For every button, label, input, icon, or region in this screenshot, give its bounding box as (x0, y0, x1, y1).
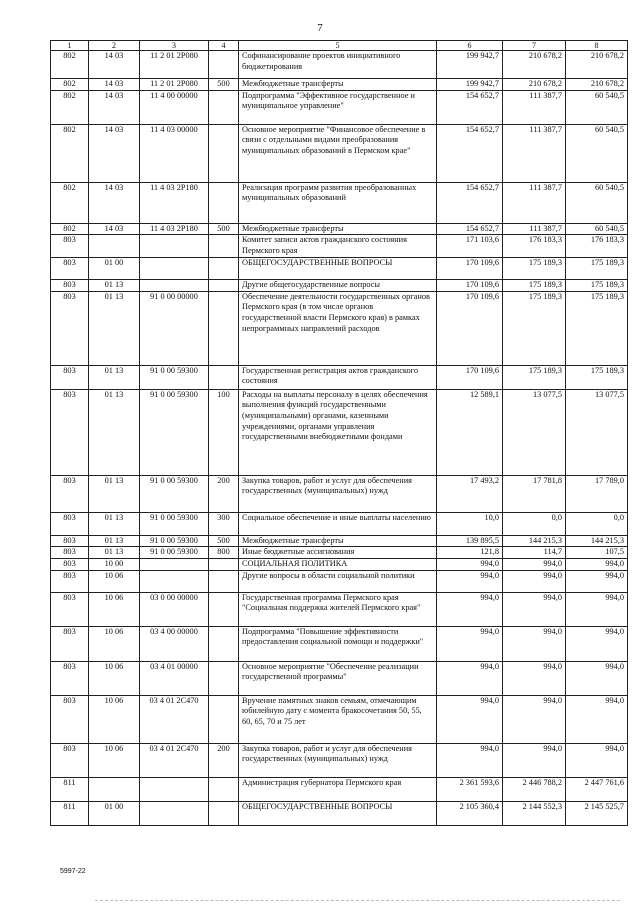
subsection-code: 01 13 (89, 475, 140, 512)
column-header: 1 (51, 41, 89, 51)
amount-year-2: 994,0 (503, 559, 566, 571)
column-number-row (51, 41, 628, 51)
subsection-code: 01 00 (89, 258, 140, 280)
table-row (51, 695, 628, 743)
amount-year-3: 176 183,3 (566, 235, 628, 258)
subsection-code: 14 03 (89, 124, 140, 182)
section-code: 803 (51, 592, 89, 626)
amount-year-3: 994,0 (566, 626, 628, 661)
table-row (51, 51, 628, 79)
expense-type-code (209, 182, 239, 223)
subsection-code: 14 03 (89, 79, 140, 91)
amount-year-2: 994,0 (503, 695, 566, 743)
expense-type-code (209, 570, 239, 592)
target-item-code: 11 2 01 2Р080 (140, 79, 209, 91)
table-row (51, 512, 628, 535)
target-item-code (140, 235, 209, 258)
amount-year-1: 12 589,1 (437, 389, 503, 475)
amount-year-2: 111 387,7 (503, 90, 566, 124)
expense-type-code (209, 777, 239, 801)
section-code: 803 (51, 535, 89, 547)
amount-year-1: 154 652,7 (437, 223, 503, 235)
section-code: 803 (51, 258, 89, 280)
subsection-code: 01 13 (89, 365, 140, 389)
target-item-code: 11 4 00 00000 (140, 90, 209, 124)
description-cell: Межбюджетные трансферты (239, 79, 437, 91)
target-item-code (140, 559, 209, 571)
expense-type-code (209, 280, 239, 292)
description-cell: Основное мероприятие "Обеспечение реализации государственной программы" (239, 661, 437, 695)
amount-year-2: 175 189,3 (503, 291, 566, 365)
subsection-code (89, 777, 140, 801)
description-cell: Иные бюджетные ассигнования (239, 547, 437, 559)
column-header: 8 (566, 41, 628, 51)
amount-year-3: 60 540,5 (566, 90, 628, 124)
amount-year-1: 170 109,6 (437, 365, 503, 389)
amount-year-1: 994,0 (437, 592, 503, 626)
amount-year-1: 199 942,7 (437, 79, 503, 91)
description-cell: Вручение памятных знаков семьям, отмечающим юбилейную дату с момента бракосочетания 50, 55, 60, 65, 70 и 75 лет (239, 695, 437, 743)
subsection-code: 01 13 (89, 280, 140, 292)
table-row (51, 79, 628, 91)
amount-year-1: 994,0 (437, 626, 503, 661)
subsection-code: 10 00 (89, 559, 140, 571)
section-code: 803 (51, 559, 89, 571)
description-cell: Обеспечение деятельности государственных органов Пермского края (в том числе органов государственной власти Пермского края) в рамках непрограммных направлений расходов (239, 291, 437, 365)
expense-type-code (209, 291, 239, 365)
footer-divider (95, 900, 620, 901)
amount-year-1: 994,0 (437, 661, 503, 695)
subsection-code: 01 13 (89, 547, 140, 559)
target-item-code: 11 2 01 2Р080 (140, 51, 209, 79)
amount-year-2: 994,0 (503, 570, 566, 592)
expense-type-code: 300 (209, 512, 239, 535)
column-header: 6 (437, 41, 503, 51)
column-header: 5 (239, 41, 437, 51)
amount-year-1: 17 493,2 (437, 475, 503, 512)
budget-table (50, 40, 628, 826)
section-code: 802 (51, 51, 89, 79)
amount-year-2: 17 781,8 (503, 475, 566, 512)
amount-year-3: 60 540,5 (566, 182, 628, 223)
expense-type-code (209, 661, 239, 695)
subsection-code: 01 00 (89, 801, 140, 825)
expense-type-code: 200 (209, 475, 239, 512)
section-code: 803 (51, 512, 89, 535)
description-cell: Комитет записи актов гражданского состояния Пермского края (239, 235, 437, 258)
table-row (51, 592, 628, 626)
amount-year-3: 13 077,5 (566, 389, 628, 475)
section-code: 803 (51, 365, 89, 389)
table-row (51, 570, 628, 592)
section-code: 803 (51, 547, 89, 559)
amount-year-3: 994,0 (566, 743, 628, 777)
target-item-code: 03 4 01 2С470 (140, 695, 209, 743)
subsection-code: 01 13 (89, 535, 140, 547)
amount-year-2: 2 446 788,2 (503, 777, 566, 801)
subsection-code (89, 235, 140, 258)
subsection-code: 14 03 (89, 90, 140, 124)
target-item-code: 03 4 01 00000 (140, 661, 209, 695)
subsection-code: 01 13 (89, 512, 140, 535)
amount-year-2: 175 189,3 (503, 258, 566, 280)
description-cell: Социальное обеспечение и иные выплаты населению (239, 512, 437, 535)
amount-year-1: 2 105 360,4 (437, 801, 503, 825)
table-row (51, 801, 628, 825)
amount-year-1: 994,0 (437, 743, 503, 777)
amount-year-3: 175 189,3 (566, 291, 628, 365)
amount-year-3: 60 540,5 (566, 223, 628, 235)
description-cell: Подпрограмма "Эффективное государственное и муниципальное управление" (239, 90, 437, 124)
expense-type-code (209, 801, 239, 825)
table-row (51, 475, 628, 512)
amount-year-3: 175 189,3 (566, 258, 628, 280)
section-code: 811 (51, 801, 89, 825)
target-item-code: 91 0 00 59300 (140, 547, 209, 559)
amount-year-2: 114,7 (503, 547, 566, 559)
table-row (51, 626, 628, 661)
section-code: 802 (51, 124, 89, 182)
table-row (51, 280, 628, 292)
amount-year-3: 60 540,5 (566, 124, 628, 182)
table-row (51, 535, 628, 547)
description-cell: Другие общегосударственные вопросы (239, 280, 437, 292)
expense-type-code: 500 (209, 79, 239, 91)
table-row (51, 182, 628, 223)
amount-year-2: 175 189,3 (503, 365, 566, 389)
amount-year-3: 0,0 (566, 512, 628, 535)
amount-year-3: 994,0 (566, 570, 628, 592)
target-item-code: 91 0 00 59300 (140, 535, 209, 547)
target-item-code: 03 0 00 00000 (140, 592, 209, 626)
column-header: 2 (89, 41, 140, 51)
section-code: 803 (51, 661, 89, 695)
table-row (51, 559, 628, 571)
table-row (51, 661, 628, 695)
amount-year-2: 176 183,3 (503, 235, 566, 258)
target-item-code (140, 258, 209, 280)
amount-year-1: 199 942,7 (437, 51, 503, 79)
section-code: 803 (51, 475, 89, 512)
section-code: 802 (51, 79, 89, 91)
amount-year-3: 2 145 525,7 (566, 801, 628, 825)
subsection-code: 14 03 (89, 182, 140, 223)
amount-year-2: 994,0 (503, 743, 566, 777)
amount-year-3: 210 678,2 (566, 51, 628, 79)
section-code: 802 (51, 182, 89, 223)
table-row (51, 389, 628, 475)
target-item-code: 91 0 00 00000 (140, 291, 209, 365)
subsection-code: 10 06 (89, 661, 140, 695)
description-cell: ОБЩЕГОСУДАРСТВЕННЫЕ ВОПРОСЫ (239, 801, 437, 825)
description-cell: ОБЩЕГОСУДАРСТВЕННЫЕ ВОПРОСЫ (239, 258, 437, 280)
expense-type-code: 500 (209, 535, 239, 547)
description-cell: Администрация губернатора Пермского края (239, 777, 437, 801)
amount-year-1: 171 103,6 (437, 235, 503, 258)
description-cell: Государственная программа Пермского края "Социальная поддержка жителей Пермского края" (239, 592, 437, 626)
subsection-code: 10 06 (89, 592, 140, 626)
subsection-code: 01 13 (89, 291, 140, 365)
section-code: 811 (51, 777, 89, 801)
subsection-code: 01 13 (89, 389, 140, 475)
amount-year-2: 210 678,2 (503, 51, 566, 79)
target-item-code: 11 4 03 00000 (140, 124, 209, 182)
amount-year-3: 175 189,3 (566, 365, 628, 389)
amount-year-1: 121,8 (437, 547, 503, 559)
table-row (51, 258, 628, 280)
description-cell: Расходы на выплаты персоналу в целях обеспечения выполнения функций государственными (муниципальными) органами, казенными учреждениями, органами управления государственными внебюджетными фондами (239, 389, 437, 475)
table-row (51, 223, 628, 235)
expense-type-code: 800 (209, 547, 239, 559)
amount-year-1: 994,0 (437, 570, 503, 592)
section-code: 802 (51, 223, 89, 235)
table-body (51, 51, 628, 826)
description-cell: Софинансирование проектов инициативного бюджетирования (239, 51, 437, 79)
subsection-code: 10 06 (89, 743, 140, 777)
expense-type-code (209, 365, 239, 389)
expense-type-code: 200 (209, 743, 239, 777)
target-item-code (140, 570, 209, 592)
amount-year-1: 994,0 (437, 559, 503, 571)
target-item-code: 91 0 00 59300 (140, 512, 209, 535)
amount-year-3: 994,0 (566, 559, 628, 571)
expense-type-code (209, 235, 239, 258)
column-header: 3 (140, 41, 209, 51)
amount-year-1: 154 652,7 (437, 182, 503, 223)
amount-year-3: 210 678,2 (566, 79, 628, 91)
amount-year-2: 994,0 (503, 661, 566, 695)
amount-year-1: 170 109,6 (437, 258, 503, 280)
subsection-code: 14 03 (89, 223, 140, 235)
table-row (51, 124, 628, 182)
table-row (51, 547, 628, 559)
expense-type-code (209, 626, 239, 661)
section-code: 803 (51, 570, 89, 592)
table-row (51, 777, 628, 801)
expense-type-code: 100 (209, 389, 239, 475)
amount-year-2: 994,0 (503, 592, 566, 626)
expense-type-code (209, 592, 239, 626)
amount-year-2: 111 387,7 (503, 124, 566, 182)
description-cell: Реализация программ развития преобразованных муниципальных образований (239, 182, 437, 223)
description-cell: Другие вопросы в области социальной политики (239, 570, 437, 592)
section-code: 803 (51, 743, 89, 777)
target-item-code: 03 4 01 2С470 (140, 743, 209, 777)
table-row (51, 291, 628, 365)
table-row (51, 365, 628, 389)
amount-year-1: 170 109,6 (437, 280, 503, 292)
amount-year-1: 10,0 (437, 512, 503, 535)
amount-year-1: 2 361 593,6 (437, 777, 503, 801)
amount-year-3: 144 215,3 (566, 535, 628, 547)
expense-type-code: 500 (209, 223, 239, 235)
amount-year-2: 111 387,7 (503, 182, 566, 223)
table-row (51, 90, 628, 124)
description-cell: Межбюджетные трансферты (239, 535, 437, 547)
page-number: 7 (317, 22, 323, 34)
target-item-code: 91 0 00 59300 (140, 389, 209, 475)
description-cell: Закупка товаров, работ и услуг для обеспечения государственных (муниципальных) нужд (239, 743, 437, 777)
description-cell: Основное мероприятие "Финансовое обеспечение в связи с отдельными видами преобразования муниципальных образований в Пермском крае" (239, 124, 437, 182)
column-header: 7 (503, 41, 566, 51)
amount-year-3: 994,0 (566, 695, 628, 743)
amount-year-3: 994,0 (566, 592, 628, 626)
expense-type-code (209, 559, 239, 571)
amount-year-2: 0,0 (503, 512, 566, 535)
expense-type-code (209, 695, 239, 743)
subsection-code: 14 03 (89, 51, 140, 79)
section-code: 803 (51, 389, 89, 475)
amount-year-3: 17 789,0 (566, 475, 628, 512)
section-code: 803 (51, 280, 89, 292)
amount-year-2: 13 077,5 (503, 389, 566, 475)
target-item-code: 03 4 00 00000 (140, 626, 209, 661)
amount-year-2: 994,0 (503, 626, 566, 661)
section-code: 802 (51, 90, 89, 124)
amount-year-1: 154 652,7 (437, 124, 503, 182)
section-code: 803 (51, 235, 89, 258)
expense-type-code (209, 90, 239, 124)
table-row (51, 743, 628, 777)
subsection-code: 10 06 (89, 626, 140, 661)
amount-year-2: 144 215,3 (503, 535, 566, 547)
target-item-code: 91 0 00 59300 (140, 475, 209, 512)
amount-year-1: 170 109,6 (437, 291, 503, 365)
amount-year-2: 2 144 552,3 (503, 801, 566, 825)
section-code: 803 (51, 291, 89, 365)
target-item-code: 11 4 03 2Р180 (140, 223, 209, 235)
amount-year-1: 154 652,7 (437, 90, 503, 124)
description-cell: Закупка товаров, работ и услуг для обеспечения государственных (муниципальных) нужд (239, 475, 437, 512)
description-cell: Межбюджетные трансферты (239, 223, 437, 235)
table-row (51, 235, 628, 258)
expense-type-code (209, 124, 239, 182)
amount-year-2: 210 678,2 (503, 79, 566, 91)
amount-year-3: 2 447 761,6 (566, 777, 628, 801)
target-item-code (140, 280, 209, 292)
target-item-code (140, 777, 209, 801)
target-item-code (140, 801, 209, 825)
target-item-code: 11 4 03 2Р180 (140, 182, 209, 223)
amount-year-1: 139 895,5 (437, 535, 503, 547)
amount-year-2: 111 387,7 (503, 223, 566, 235)
document-code: 5997-22 (60, 868, 86, 875)
subsection-code: 10 06 (89, 570, 140, 592)
description-cell: Подпрограмма "Повышение эффективности предоставления социальной помощи и поддержки" (239, 626, 437, 661)
amount-year-3: 175 189,3 (566, 280, 628, 292)
expense-type-code (209, 258, 239, 280)
subsection-code: 10 06 (89, 695, 140, 743)
amount-year-1: 994,0 (437, 695, 503, 743)
section-code: 803 (51, 695, 89, 743)
description-cell: СОЦИАЛЬНАЯ ПОЛИТИКА (239, 559, 437, 571)
expense-type-code (209, 51, 239, 79)
amount-year-2: 175 189,3 (503, 280, 566, 292)
section-code: 803 (51, 626, 89, 661)
target-item-code: 91 0 00 59300 (140, 365, 209, 389)
column-header: 4 (209, 41, 239, 51)
amount-year-3: 107,5 (566, 547, 628, 559)
amount-year-3: 994,0 (566, 661, 628, 695)
description-cell: Государственная регистрация актов гражданского состояния (239, 365, 437, 389)
